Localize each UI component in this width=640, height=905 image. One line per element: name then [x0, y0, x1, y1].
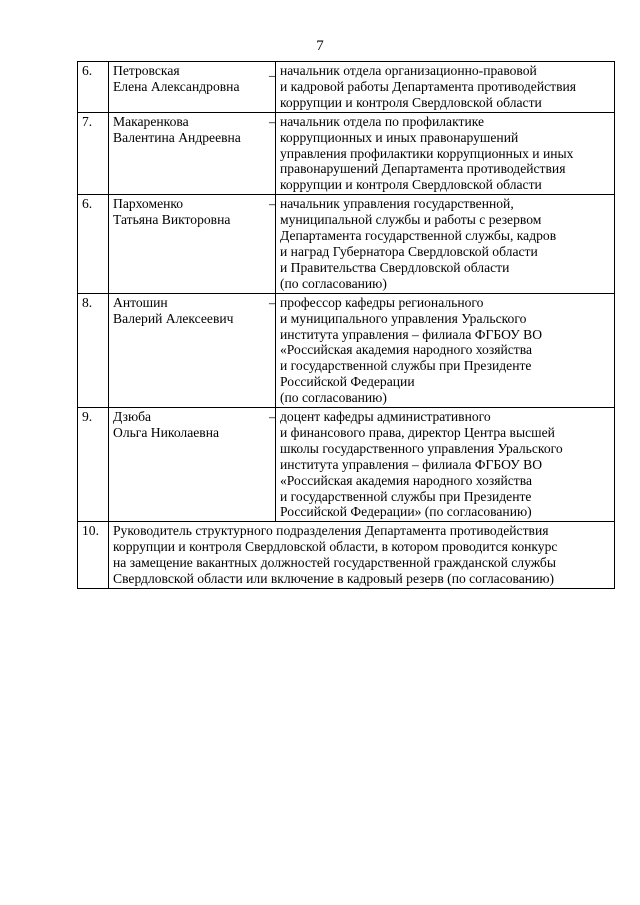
member-name	[109, 408, 268, 522]
row-number: 6.	[78, 62, 109, 113]
dash-separator: –	[267, 408, 276, 522]
member-surname: Антошин	[113, 294, 168, 310]
dash-separator: –	[267, 112, 276, 195]
table-row	[78, 522, 615, 589]
member-given-name: Ольга Николаевна	[113, 424, 220, 440]
dash-separator: –	[267, 293, 276, 407]
member-name	[109, 195, 268, 293]
table-row	[78, 112, 615, 195]
member-position: начальник отдела организационно-правовой и кадровой работы Департамента противодействия коррупции и контроля Свердловской области	[276, 62, 615, 113]
row-number: 6.	[78, 195, 109, 293]
table-row	[78, 408, 615, 522]
table-row	[78, 293, 615, 407]
member-given-name: Татьяна Викторовна	[113, 212, 231, 228]
member-given-name: Елена Александровна	[113, 78, 240, 94]
member-surname: Пархоменко	[113, 196, 184, 212]
dash-separator: _	[267, 62, 276, 113]
row-number: 8.	[78, 293, 109, 407]
row-number: 9.	[78, 408, 109, 522]
member-name	[109, 293, 268, 407]
member-given-name: Валентина Андреевна	[113, 129, 241, 145]
member-given-name: Валерий Алексеевич	[113, 310, 234, 326]
table-row	[78, 195, 615, 293]
member-name	[109, 112, 268, 195]
member-surname: Макаренкова	[113, 113, 189, 129]
member-position: доцент кафедры административного и финансового права, директор Центра высшей школы государственного управления Уральского института управления – филиала ФГБОУ ВО «Российская академия народного хозяйства и государственной службы при Президенте Российской Федерации» (по согласованию)	[276, 408, 615, 522]
member-position: профессор кафедры регионального и муниципального управления Уральского института управления – филиала ФГБОУ ВО «Российская академия народного хозяйства и государственной службы при Президенте Российской Федерации (по согласованию)	[276, 293, 615, 407]
member-surname: Дзюба	[113, 409, 152, 425]
member-position: начальник отдела по профилактике коррупционных и иных правонарушений управления профилактики коррупционных и иных правонарушений Департамента противодействия коррупции и контроля Свердловской области	[276, 112, 615, 195]
row-number: 10.	[78, 522, 109, 589]
row-number: 7.	[78, 112, 109, 195]
member-position: начальник управления государственной, муниципальной службы и работы с резервом Департамента государственной службы, кадров и наград Губернатора Свердловской области и Правительства Свердловской области (по согласованию)	[276, 195, 615, 293]
dash-separator: –	[267, 195, 276, 293]
member-name	[109, 62, 268, 113]
commission-members-table	[77, 61, 615, 589]
department-head-note: Руководитель структурного подразделения Департамента противодействия коррупции и контроля Свердловской области, в котором проводится конкурс на замещение вакантных должностей государственной гражданской службы Свердловской области или включение в кадровый резерв (по согласованию)	[109, 522, 615, 589]
table-row	[78, 62, 615, 113]
member-surname: Петровская	[113, 63, 180, 78]
page-number: 7	[316, 38, 324, 54]
